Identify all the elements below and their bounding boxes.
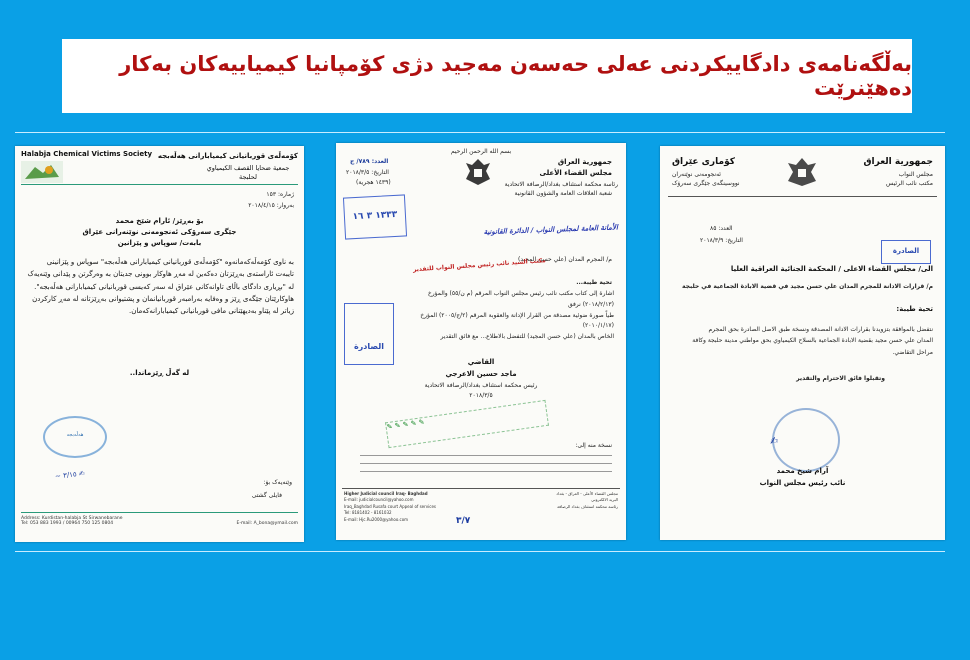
footer-en-line: E-mail: judicialcouncil@yahoo.com [344, 497, 414, 503]
subject-line: م/ المجرم المدان (علي حسن المجيد) [518, 256, 612, 263]
doc-date: التاريخ: ٢٠١٨/٣/٩ [700, 237, 743, 244]
footer-email: E-mail: A_bona@ymail.com [236, 521, 298, 526]
copy-line [360, 455, 612, 456]
judge-date: ٢٠١٨/٣/٥ [469, 392, 493, 399]
letter-body [25, 256, 294, 317]
basmala: بسم الله الرحمن الرحيم [450, 148, 512, 155]
title-banner [62, 39, 912, 113]
outgoing-stamp-label: الصادرة [353, 342, 385, 351]
greeting: تحية طيبة... [576, 279, 612, 286]
footer-en-line: Higher Judicial council Iraq- Baghdad [344, 491, 428, 496]
outgoing-stamp [881, 240, 931, 264]
footer-ar [498, 491, 618, 510]
footer-rule [342, 488, 620, 489]
cc-item: فایلی گشتی [251, 492, 282, 499]
copy-label: نسخة منه إلى: [575, 442, 612, 449]
header-arabic: جمهورية العراق [863, 157, 933, 167]
body-line: زیاتر لە پێناو بەدیهێنانی مافی قوربانیانی کیمیابارانەکەمان. [129, 307, 294, 315]
letter-to: بۆ بەڕێز/ ئارام شێخ محمد [115, 217, 204, 225]
parliament-seal [772, 408, 840, 472]
outgoing-stamp-label: الصادرة [892, 247, 920, 255]
presidency: رئاسة محكمة استئناف بغداد/الرصافة الاتحادية [504, 181, 618, 188]
letter-number: ژمارە: ١٥٣ [266, 191, 294, 198]
letterhead [21, 150, 298, 185]
header-rule [668, 196, 937, 197]
bottom-divider [15, 551, 945, 552]
copy-line [360, 471, 612, 472]
body-line: لە "بڕیاری دادگای باڵای تاوانەکانی عێراق لە سەر کەیسی قوربانیانی کیمیابارانی هەڵەبجە". [34, 282, 294, 291]
footer-en-line: Tel: 8181402 - 8161032 [344, 510, 392, 516]
footer-en-line: Iraq_Baghdad Rusafa court Appeal of services [344, 503, 436, 509]
letter-to: الى/ مجلس القضاء الاعلى / المحكمة الجنائية العراقية العليا [730, 265, 933, 273]
letter-footer [21, 512, 298, 539]
letter-date: بەروار: ٢٠١٨/٤/١٥ [248, 202, 294, 209]
judge-role: رئيس محكمة استئناف بغداد/الرصافة الاتحادية [424, 382, 538, 389]
signer-role: نائب رئيس مجلس النواب [759, 479, 846, 487]
letter-subject: بابەت/ سوپاس و پێزانین [117, 239, 202, 247]
cc-label: وێنەیەک بۆ: [263, 479, 292, 486]
doc-number: العدد: ٧٨٩/ ج [350, 158, 389, 165]
footer-tel: Tel: 053 883 1993 / 00964 750 125 0804 [21, 521, 114, 526]
society-name-ku: کۆمەڵەی قوربانیانی کیمیابارانی هەڵەبجە [157, 152, 298, 160]
society-seal [43, 416, 107, 458]
signature: ~ ٣/١٥ ✍ [54, 469, 86, 481]
body-line: اشارة إلى كتاب مكتب نائب رئيس مجلس النواب المرقم (م ن/٥٥) والمؤرخ (٢٠١٨/٢/١٣) نرفق [427, 290, 614, 308]
doc-date: التاريخ: ٢٠١٨/٣/٥ [346, 169, 389, 176]
society-name-ar: جمعية ضحايا القصف الكيمياوي لحلبجة [206, 164, 290, 182]
footer-en [344, 491, 474, 523]
letter-subject: م/ قرارات الادانة للمجرم المدان علي حسن مجيد في قضية الابادة الجماعية في حلبجة [682, 283, 933, 290]
judge-name: ماجد حسين الاعرجي [445, 370, 517, 378]
iraq-emblem-icon [464, 157, 492, 187]
doc-hijri: (١٤٣٩ هجرية) [356, 179, 391, 186]
handwritten-number: ٣/٧ [456, 516, 471, 526]
judge-title: القاضي [467, 358, 495, 366]
body-line: هاوکارێتان جێگەی ڕێز و وەفایە بەرامبەر قوربانیانمان و پشتیوانی بەڕێزتانە لە مەڕ کارکردن [32, 294, 294, 303]
iraq-emblem-icon [786, 156, 818, 188]
doc-number: العدد: ٨٥ [710, 225, 733, 232]
division: شعبة العلاقات العامة والشؤون القانونية [514, 190, 612, 197]
letter-to-title: جێگری سەرۆکی ئەنجومەنی نوێنەرانی عێراق [82, 228, 237, 236]
copy-line [360, 463, 612, 464]
signer-name: آرام شيخ محمد [776, 467, 829, 475]
header-arabic-3: مكتب نائب الرئيس [885, 180, 933, 187]
signature: ✍ [769, 435, 780, 448]
letter-body [670, 324, 933, 358]
header-kurdish: كۆماری عێراق [672, 157, 735, 167]
top-divider [15, 132, 945, 133]
body-line: بە ناوی کۆمەڵەکەمانەوە "کۆمەڵەی قوربانیانی کیمیابارانی هەڵەبجە" سوپاس و پێزانینی [46, 258, 294, 266]
seal-text: هەڵەبجە [66, 432, 84, 438]
footer-ar-line: البريد الالكتروني [591, 497, 618, 503]
republic: جمهورية العراق [557, 158, 612, 166]
footer-ar-line: رئاسة محكمة استئناف بغداد الرصافة [557, 503, 618, 509]
body-line: مراحل التقاضي. [892, 348, 933, 356]
society-logo [21, 161, 63, 183]
body-line: تایبەت ئاراستەی بەڕێزتان دەکەین لە مەڕ هاوکار بوونی جدیتان بە وەرگرتن و پێدانی وێنەیەک [27, 270, 294, 279]
footer-en-line: E-mail: Hjc.Ru2000@yahoo.com [344, 516, 409, 522]
doc-body [398, 289, 614, 343]
page-title: بەڵگەنامەی دادگاییکردنی عەلی حەسەن مەجید دژی کۆمپانیا کیمیاییەکان بەکار دەهێنرێت [119, 52, 912, 100]
header-arabic-2: مجلس النواب [898, 171, 933, 178]
footer-ar-line: مجلس القضاء الأعلى - العراق - بغداد [556, 491, 618, 496]
body-line: نتفضل بالموافقة بتزويدنا بقرارات الادانة المصدقة ونسخة طبق الاصل الصادرة بحق المجرم [708, 326, 933, 333]
council: مجلس القضاء الأعلى [539, 169, 612, 177]
society-name-en: Halabja Chemical Victims Society [21, 150, 153, 158]
header-kurdish-2: ئەنجومەنی نوێنەران [672, 171, 721, 178]
document-halabja-society [15, 146, 304, 542]
document-parliament [660, 146, 945, 540]
green-handwritten-note: ✎ ✎ ✎ ✎ ✎ [385, 400, 549, 448]
closing: لە گەڵ ڕێزماندا.. [129, 369, 190, 377]
header-kurdish-3: نووسینگەی جێگری سەرۆک [672, 180, 740, 187]
outgoing-stamp [344, 303, 394, 365]
document-judicial-council [336, 143, 626, 540]
received-stamp: ١٣٣٣ ٣ ١٦ [343, 194, 407, 239]
greeting: تحية طيبة: [896, 305, 933, 313]
red-annotation: مكتب السيد نائب رئيس مجلس النواب للتقدير [412, 257, 547, 274]
body-line: طياً صورة ضوئية مصدقة من القرار الإدانة والعقوبة المرقم (٢/ج/٢٠٠٥) المؤرخ (٢٠١٠/١/١٧) [420, 311, 614, 330]
footer-address: Address: Kurdistan-halabja St Sirwanebarane [21, 516, 123, 521]
body-line: المدان علي حسن مجيد بقضية الابادة الجماعية بالسلاح الكيمياوي بحق مواطني مدينة حلبجة وكافة [692, 337, 933, 345]
handwritten-recipient: الأمانة العامة لمجلس النواب / الدائرة القانونية [483, 223, 619, 237]
closing: وتقبلوا فائق الاحترام والتقدير [796, 375, 885, 382]
body-line: الخاص بالمدان (علي حسن المجيد) للتفضل بالاطلاع... مع فائق التقدير [440, 333, 614, 341]
